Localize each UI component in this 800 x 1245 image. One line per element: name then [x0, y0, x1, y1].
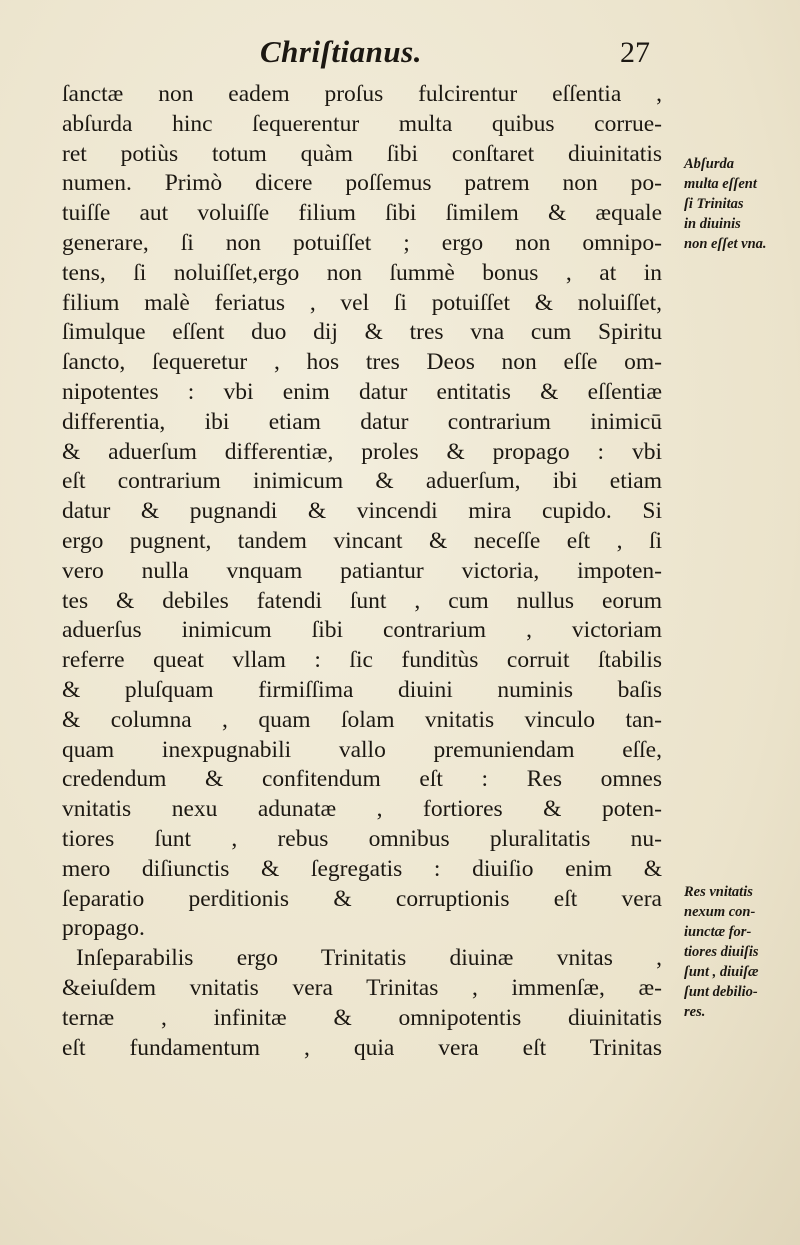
text-line: propago. — [62, 915, 145, 942]
text-line: abſurda hinc ſequerentur multa quibus corrue- — [62, 110, 662, 137]
text-line: & aduerſum differentiæ, proles & propago : vbi — [62, 438, 662, 465]
page-header — [60, 28, 680, 78]
text-line: vnitatis nexu adunatæ , fortiores & poten- — [62, 796, 662, 823]
text-line: & pluſquam firmiſſima diuini numinis baſis — [62, 676, 662, 703]
text-line: credendum & confitendum eſt : Res omnes — [62, 766, 662, 793]
main-text-block — [62, 80, 662, 1063]
text-line: eſt contrarium inimicum & aduerſum, ibi etiam — [62, 468, 662, 495]
text-line: Inſeparabilis ergo Trinitatis diuinæ vnitas , — [76, 945, 662, 972]
text-line: &eiuſdem vnitatis vera Trinitas , immenſæ, æ- — [62, 974, 662, 1001]
text-line: ſancto, ſequeretur , hos tres Deos non eſſe om- — [62, 349, 662, 376]
margin-note-line: res. — [684, 1004, 706, 1020]
text-line: filium malè feriatus , vel ſi potuiſſet & noluiſſet, — [62, 289, 662, 316]
text-line: & columna , quam ſolam vnitatis vinculo tan- — [62, 706, 662, 733]
text-line: ſimulque eſſent duo dij & tres vna cum Spiritu — [62, 319, 662, 346]
margin-note-res-vnitatis — [684, 882, 796, 1022]
text-line: nipotentes : vbi enim datur entitatis & eſſentiæ — [62, 378, 662, 405]
margin-note-line: ſi Trinitas — [684, 196, 744, 212]
text-line: quam inexpugnabili vallo premuniendam eſſe, — [62, 736, 662, 763]
margin-note-line: non eſſet vna. — [684, 236, 767, 252]
running-title: Chriſtianus. — [260, 34, 422, 69]
text-line: tuiſſe aut voluiſſe filium ſibi ſimilem & æquale — [62, 200, 662, 227]
text-line: ret potiùs totum quàm ſibi conſtaret diuinitatis — [62, 140, 662, 167]
text-line: datur & pugnandi & vincendi mira cupido. Si — [62, 498, 662, 525]
text-line: ergo pugnent, tandem vincant & neceſſe eſt , ſi — [62, 527, 662, 554]
text-line: vero nulla vnquam patiantur victoria, impoten- — [62, 557, 662, 584]
text-line: ternæ , infinitæ & omnipotentis diuinitatis — [62, 1004, 662, 1031]
margin-note-line: ſunt debilio- — [684, 984, 758, 1000]
margin-note-line: nexum con- — [684, 904, 756, 920]
text-line: aduerſus inimicum ſibi contrarium , victoriam — [62, 617, 662, 644]
margin-note-line: tiores diuiſis — [684, 944, 759, 960]
margin-note-line: Res vnitatis — [684, 884, 753, 900]
text-line: ſeparatio perditionis & corruptionis eſt vera — [62, 885, 662, 912]
margin-note-line: Abſurda — [684, 156, 734, 172]
margin-note-line: multa eſſent — [684, 176, 757, 192]
text-line: ſanctæ non eadem proſus fulcirentur eſſentia , — [62, 81, 662, 107]
text-line: tes & debiles fatendi ſunt , cum nullus eorum — [62, 587, 662, 614]
text-line: numen. Primò dicere poſſemus patrem non po- — [62, 170, 662, 197]
text-line: mero diſiunctis & ſegregatis : diuiſio enim & — [62, 855, 662, 882]
text-line: tiores ſunt , rebus omnibus pluralitatis nu- — [62, 825, 662, 852]
margin-note-absurda — [684, 154, 796, 254]
margin-note-line: ſunt , diuiſæ — [684, 964, 759, 980]
margin-note-line: in diuinis — [684, 216, 741, 232]
text-line: differentia, ibi etiam datur contrarium inimicū — [62, 408, 662, 435]
text-line: eſt fundamentum , quia vera eſt Trinitas — [62, 1034, 662, 1061]
page-number: 27 — [620, 36, 650, 69]
text-line: tens, ſi noluiſſet,ergo non ſummè bonus , at in — [62, 259, 662, 286]
text-line: referre queat vllam : ſic funditùs corruit ſtabilis — [62, 647, 662, 674]
text-line: generare, ſi non potuiſſet ; ergo non omnipo- — [62, 229, 662, 256]
margin-note-line: iunctæ for- — [684, 924, 752, 940]
